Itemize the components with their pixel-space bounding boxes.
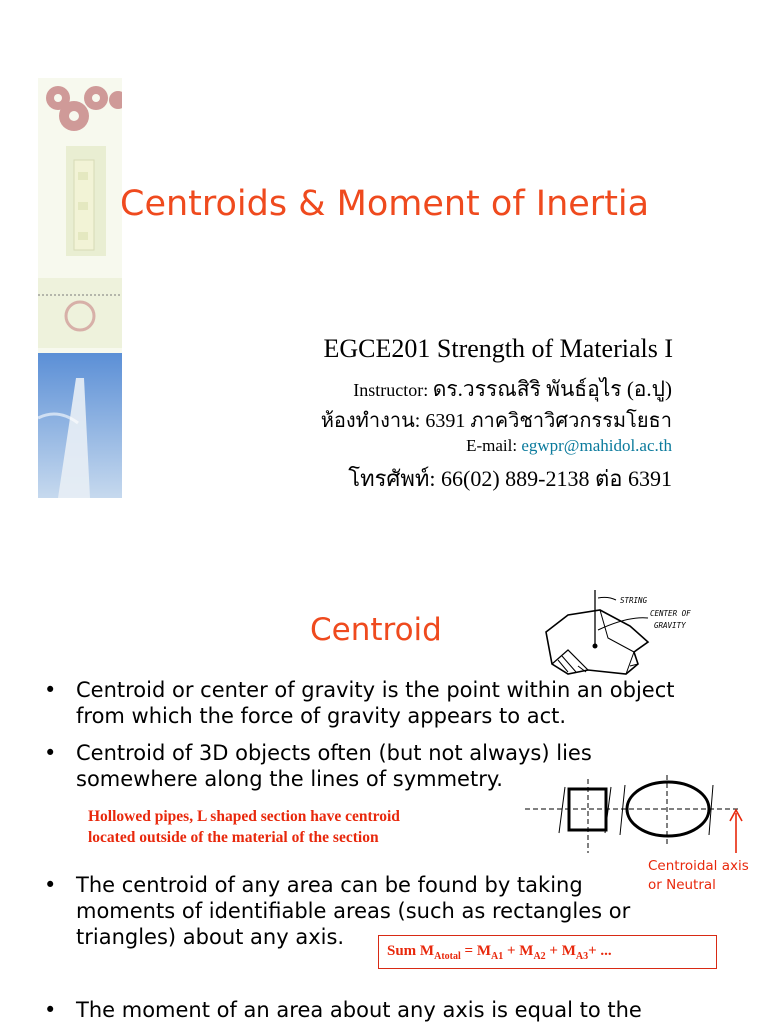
phone-value: 66(02) 889-2138 ต่อ 6391 <box>441 466 672 491</box>
centroid-heading: Centroid <box>310 612 442 648</box>
email-link[interactable]: egwpr@mahidol.ac.th <box>521 436 672 455</box>
office-label: ห้องทำงาน: <box>320 410 421 432</box>
axis-label-line: or Neutral <box>648 877 716 893</box>
bullet-dot: • <box>44 678 57 702</box>
email-label: E-mail: <box>466 436 518 455</box>
bullet-text-line: Centroid of 3D objects often (but not always) lies <box>76 741 592 765</box>
bullet-text-line: triangles) about any axis. <box>76 925 345 949</box>
bullet-text-line: somewhere along the lines of symmetry. <box>76 767 503 791</box>
office-line <box>321 404 672 436</box>
office-value: 6391 ภาควิชาวิศวกรรมโยธา <box>425 410 672 432</box>
phone-label: โทรศัพท์: <box>348 466 436 491</box>
bullet-dot: • <box>44 998 57 1022</box>
axis-label-line: Centroidal axis <box>648 858 749 874</box>
instructor-label: Instructor: <box>353 380 429 400</box>
moment-sum-formula: Sum $M_{Atotal} = M_{A1} + M_{A2} + M_{A3}+$ ... <box>378 935 717 969</box>
hollow-section-note <box>88 806 400 848</box>
bullet-text-line: The moment of an area about any axis is equal to the <box>76 998 642 1022</box>
instructor-name: ดร.วรรณสิริ พันธ์อุไร (อ.ปู) <box>432 377 672 401</box>
course-name: EGCE201 Strength of Materials I <box>323 334 673 363</box>
email-line <box>466 436 672 456</box>
bullet-dot: • <box>44 873 57 897</box>
bullet-text-line: Centroid or center of gravity is the point within an object <box>76 678 675 702</box>
slide-title: Centroids & Moment of Inertia <box>120 184 650 224</box>
note-line: located outside of the material of the section <box>88 829 379 846</box>
bullet-text-line: moments of identifiable areas (such as rectangles or <box>76 899 631 923</box>
center-label: CENTER OF <box>650 609 691 618</box>
center-of-gravity-sketch <box>538 590 708 680</box>
gravity-label: GRAVITY <box>654 621 686 630</box>
bullet-text-line: The centroid of any area can be found by taking <box>76 873 583 897</box>
phone-line <box>348 461 672 496</box>
note-line: Hollowed pipes, L shaped section have centroid <box>88 808 400 825</box>
bullet-dot: • <box>44 741 57 765</box>
string-label: STRING <box>620 596 648 605</box>
centroidal-axis-label <box>648 857 749 895</box>
decorative-side-strip <box>38 78 122 498</box>
instructor-line <box>353 373 672 406</box>
bullet-text-line: from which the force of gravity appears to act. <box>76 704 567 728</box>
symmetry-axis-sketch <box>525 775 750 855</box>
